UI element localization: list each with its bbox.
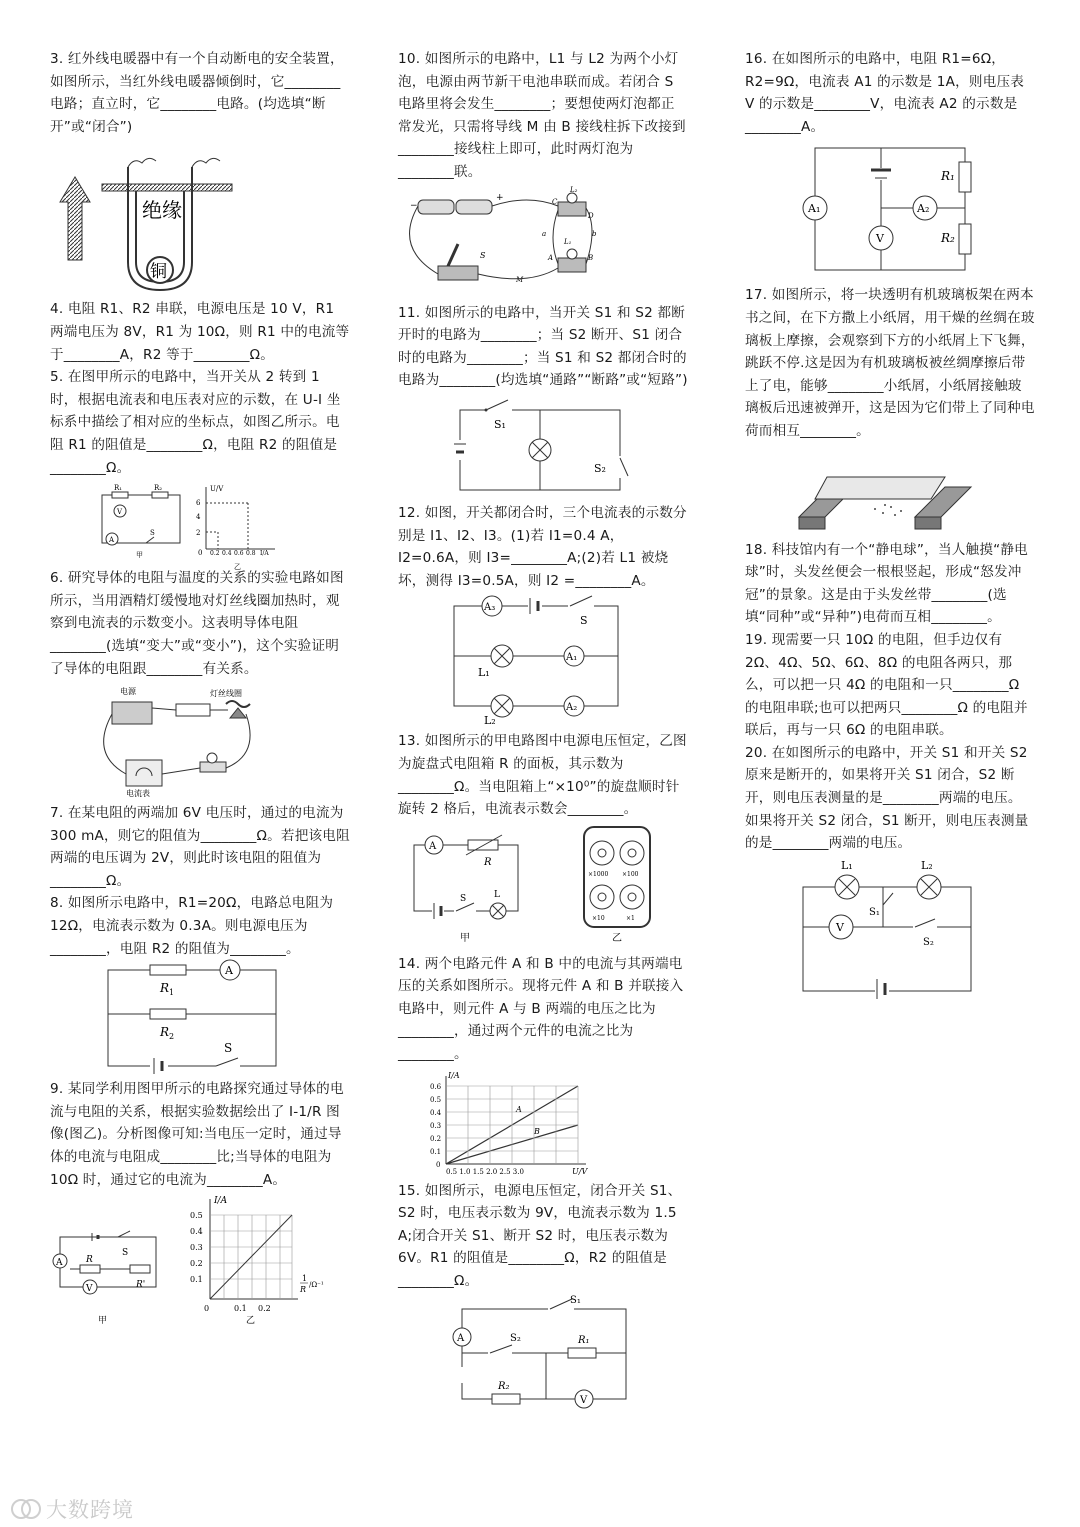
svg-text:B: B	[534, 1126, 540, 1136]
svg-text:R₂: R₂	[154, 484, 163, 493]
svg-text:乙: 乙	[246, 1316, 256, 1327]
svg-text:+: +	[496, 192, 504, 203]
figure-q12-ammeter-circuit	[398, 596, 628, 728]
svg-text:0.2: 0.2	[430, 1134, 442, 1143]
svg-text:A₁: A₁	[566, 652, 578, 664]
svg-text:0.4: 0.4	[190, 1227, 203, 1237]
svg-text:乙: 乙	[234, 563, 241, 572]
svg-text:I/A: I/A	[214, 1196, 228, 1207]
svg-text:V: V	[836, 920, 844, 934]
column-3	[745, 48, 1035, 1005]
svg-text:A: A	[516, 1104, 522, 1114]
svg-text:R: R	[300, 1285, 307, 1295]
svg-text:甲: 甲	[98, 1316, 108, 1327]
svg-text:−: −	[410, 200, 418, 211]
svg-text:L₂: L₂	[484, 714, 496, 728]
svg-text:V: V	[117, 508, 123, 517]
svg-text:R₂: R₂	[498, 1380, 510, 1392]
svg-text:B: B	[588, 253, 594, 262]
svg-text:×10: ×10	[592, 914, 605, 922]
svg-text:R: R	[86, 1255, 93, 1266]
svg-text:A: A	[109, 536, 115, 545]
figure-q5-circuit-and-graph	[50, 483, 280, 572]
svg-text:0.2: 0.2	[258, 1304, 271, 1314]
question-9: 9. 某同学利用图甲所示的电路探究通过导体的电流与电阻的关系，根据实验数据绘出了 I-1/R 图像(图乙)。分析图像可知:当电压一定时，通过导体的电流与电阻成________比;当导体的电阻为 10Ω 时，通过它的电流为________A。	[50, 1081, 344, 1188]
figure-q6-filament-circuit	[50, 684, 270, 799]
svg-text:1: 1	[302, 1274, 308, 1284]
svg-text:A: A	[548, 253, 554, 262]
svg-text:0.3: 0.3	[430, 1121, 442, 1130]
svg-text:0.8: 0.8	[246, 550, 256, 558]
svg-text:S: S	[480, 250, 486, 260]
question-5: 5. 在图甲所示的电路中，当开关从 2 转到 1 时，根据电流表和电压表对应的示数，在 U-I 坐标系中描绘了相对应的坐标点，如图乙所示。电阻 R1 的阻值是________Ω，电阻 R2 的阻值是________Ω。	[50, 369, 341, 476]
figure-q14-iu-chart	[398, 1070, 618, 1174]
svg-text:乙: 乙	[612, 932, 622, 944]
svg-text:电源: 电源	[120, 687, 136, 697]
svg-text:甲: 甲	[136, 551, 143, 560]
column-1	[50, 48, 350, 1333]
svg-text:/Ω⁻¹: /Ω⁻¹	[309, 1281, 324, 1290]
svg-text:1: 1	[169, 988, 175, 998]
svg-text:R: R	[160, 1025, 170, 1040]
svg-text:S: S	[224, 1041, 233, 1056]
svg-text:S₁: S₁	[869, 906, 880, 918]
question-4: 4. 电阻 R1、R2 串联，电源电压是 10 V，R1 两端电压为 8V，R1 为 10Ω，则 R1 中的电流等于________A，R2 等于________Ω。	[50, 301, 350, 363]
svg-text:×1: ×1	[626, 914, 635, 922]
svg-text:R₁: R₁	[941, 169, 955, 184]
svg-text:0.2: 0.2	[190, 1259, 203, 1269]
svg-text:0.4: 0.4	[222, 550, 232, 558]
svg-text:A: A	[429, 840, 437, 852]
figure-q16-circuit	[745, 142, 975, 278]
svg-text:0.4: 0.4	[430, 1108, 442, 1117]
figure-q3-heater-switch	[50, 142, 250, 292]
svg-text:甲: 甲	[460, 932, 470, 944]
question-16: 16. 在如图所示的电路中，电阻 R1=6Ω，R2=9Ω，电流表 A1 的示数是 1A，则电压表 V 的示数是________V，电流表 A2 的示数是________A。	[745, 51, 1029, 135]
svg-text:S₂: S₂	[594, 461, 606, 475]
svg-text:R: R	[484, 856, 492, 868]
svg-text:S₂: S₂	[923, 936, 934, 948]
svg-text:I/A: I/A	[448, 1070, 460, 1080]
svg-text:0.2: 0.2	[210, 550, 220, 558]
svg-text:A₂: A₂	[917, 202, 930, 216]
svg-text:电流表: 电流表	[126, 789, 150, 799]
svg-text:6: 6	[196, 499, 201, 508]
svg-text:L₁: L₁	[478, 666, 490, 680]
svg-text:×100: ×100	[622, 870, 639, 878]
question-20: 20. 在如图所示的电路中，开关 S1 和开关 S2 原来是断开的，如果将开关 S1 闭合，S2 断开，则电压表测量的是________两端的电压。如果将开关 S2 闭合，S1 断开，则电压表测量的是________两端的电压。	[745, 744, 1033, 852]
svg-text:L₂: L₂	[921, 858, 933, 872]
figure-q17-glass-plate	[745, 447, 975, 533]
question-11: 11. 如图所示的电路中，当开关 S1 和 S2 都断开时的电路为________；当 S2 断开、S1 闭合时的电路为________；当 S1 和 S2 都闭合时的电路为________(均选填“通路”“断路”或“短路”)	[398, 304, 688, 389]
svg-text:0: 0	[204, 1304, 210, 1314]
svg-text:0.6: 0.6	[430, 1082, 442, 1091]
svg-text:R₁: R₁	[114, 484, 123, 493]
question-12: 12. 如图，开关都闭合时，三个电流表的示数分别是 I1、I2、I3。(1)若 I1=0.4 A，I2=0.6A，则 I3=________A;(2)若 L1 被烧坏，测得 I3=0.5A，则 I2 =________A。	[398, 504, 687, 589]
watermark-text: 大数跨境	[46, 1498, 134, 1522]
question-17: 17. 如图所示，将一块透明有机玻璃板架在两本书之间，在下方撒上小纸屑，用干燥的丝绸在玻璃板上摩擦，会观察到下方的小纸屑上下飞舞，跳跃不停.这是因为有机玻璃板被丝绸摩擦后带上了电，能够________小纸屑，小纸屑接触玻璃板后迅速被弹开，这是因为它们带上了同种电荷而相互________。	[745, 287, 1035, 439]
question-8: 8. 如图所示电路中，R1=20Ω，电路总电阻为 12Ω，电流表示数为 0.3A。则电源电压为________，电阻 R2 的阻值为________。	[50, 895, 338, 957]
label-copper: 铜	[150, 262, 167, 283]
figure-q15-circuit	[398, 1294, 628, 1409]
figure-q11-short-circuit	[398, 396, 628, 496]
question-18: 18. 科技馆内有一个“静电球”，当人触摸“静电球”时，头发丝便会一根根竖起，形成“怒发冲冠”的景象。这是由于头发丝带________(选填“同种”或“异种”)电荷而互相________。	[745, 541, 1028, 626]
svg-text:R₁: R₁	[578, 1334, 590, 1346]
svg-text:U/V: U/V	[210, 485, 224, 494]
svg-text:R': R'	[136, 1280, 146, 1291]
svg-text:0.5 1.0 1.5 2.0 2.5 3.0: 0.5 1.0 1.5 2.0 2.5 3.0	[446, 1167, 524, 1176]
svg-text:S: S	[150, 529, 155, 538]
figure-q9-circuit-and-graph	[50, 1195, 350, 1327]
svg-text:R: R	[160, 981, 170, 996]
column-2	[398, 48, 688, 1415]
svg-text:a: a	[542, 229, 547, 238]
svg-text:A: A	[56, 1258, 63, 1269]
question-13: 13. 如图所示的甲电路图中电源电压恒定，乙图为旋盘式电阻箱 R 的面板，其示数为________Ω。当电阻箱上“×10⁰”的旋盘顺时针旋转 2 格后，电流表示数会________。	[398, 733, 687, 818]
svg-text:U/V: U/V	[572, 1166, 588, 1176]
svg-text:0.6: 0.6	[234, 550, 244, 558]
question-7: 7. 在某电阻的两端加 6V 电压时，通过的电流为 300 mA，则它的阻值为________Ω。若把该电阻两端的电压调为 2V，则此时该电阻的阻值为________Ω。	[50, 805, 350, 889]
svg-text:0: 0	[436, 1160, 441, 1169]
svg-text:S₁: S₁	[494, 417, 506, 431]
svg-text:L₂: L₂	[570, 185, 578, 194]
svg-text:S: S	[580, 614, 588, 628]
svg-text:0.5: 0.5	[430, 1095, 442, 1104]
svg-text:A₃: A₃	[484, 602, 496, 614]
svg-text:2: 2	[196, 529, 201, 538]
svg-text:0.1: 0.1	[430, 1147, 442, 1156]
svg-text:C: C	[552, 197, 558, 206]
svg-text:S: S	[122, 1248, 129, 1259]
watermark-logo-icon	[10, 1496, 42, 1522]
figure-q13-resistance-box	[398, 825, 658, 947]
svg-text:A₂: A₂	[566, 702, 578, 714]
svg-text:I/A: I/A	[260, 550, 269, 558]
svg-text:M: M	[516, 275, 524, 284]
question-6: 6. 研究导体的电阻与温度的关系的实验电路如图所示，当用酒精灯缓慢地对灯丝线圈加热时，观察到电流表的示数变小。这表明导体电阻________(选填“变大”或“变小”)，这个实验证明了导体的电阻跟________有关系。	[50, 570, 344, 677]
svg-text:L: L	[494, 889, 500, 900]
question-14: 14. 两个电路元件 A 和 B 中的电流与其两端电压的关系如图所示。现将元件 A 和 B 并联接入电路中，则元件 A 与 B 两端的电压之比为________，通过两个元件的电流之比为________。	[398, 955, 684, 1063]
svg-text:b: b	[592, 229, 597, 238]
svg-text:S: S	[460, 893, 467, 904]
svg-text:2: 2	[169, 1032, 175, 1042]
svg-text:D: D	[588, 211, 594, 220]
figure-q8-parallel-circuit	[50, 964, 280, 1072]
svg-text:×1000: ×1000	[588, 870, 609, 878]
figure-q20-circuit	[745, 859, 975, 999]
svg-text:S₁: S₁	[570, 1294, 581, 1306]
svg-text:S₂: S₂	[510, 1332, 521, 1344]
figure-q10-lamp-circuit	[398, 185, 628, 296]
svg-text:A: A	[225, 964, 233, 978]
question-19: 19. 现需要一只 10Ω 的电阻，但手边仅有 2Ω、4Ω、5Ω、6Ω、8Ω 的电阻各两只，那么，可以把一只 4Ω 的电阻和一只________Ω 的电阻串联;也可以把两只________Ω 的电阻并联后，再与一只 6Ω 的电阻串联。	[745, 631, 1028, 739]
svg-text:A: A	[457, 1332, 465, 1344]
svg-text:0.1: 0.1	[234, 1304, 247, 1314]
svg-text:A₁: A₁	[808, 202, 821, 216]
label-insulation: 绝缘	[142, 198, 182, 223]
svg-text:灯丝线圈: 灯丝线圈	[210, 689, 242, 699]
svg-text:4: 4	[196, 513, 201, 522]
svg-text:0.3: 0.3	[190, 1243, 203, 1253]
svg-text:V: V	[86, 1284, 93, 1295]
svg-text:V: V	[876, 232, 884, 246]
svg-text:L₁: L₁	[564, 237, 572, 246]
svg-text:0.1: 0.1	[190, 1275, 203, 1285]
question-15: 15. 如图所示，电源电压恒定，闭合开关 S1、S2 时，电压表示数为 9V，电流表示数为 1.5 A;闭合开关 S1、断开 S2 时，电压表示数为 6V。R1 的阻值是________Ω，R2 的阻值是________Ω。	[398, 1182, 682, 1290]
svg-text:0: 0	[198, 549, 203, 558]
svg-text:0.5: 0.5	[190, 1211, 203, 1221]
svg-text:R₂: R₂	[941, 231, 955, 246]
question-3: 3. 红外线电暖器中有一个自动断电的安全装置，如图所示，当红外线电暖器倾倒时，它________电路；直立时，它________电路。(均选填“断开”或“闭合”)	[50, 51, 344, 135]
svg-text:L₁: L₁	[841, 858, 853, 872]
svg-text:V: V	[580, 1394, 588, 1406]
question-10: 10. 如图所示的电路中，L1 与 L2 为两个小灯泡，电源由两节新干电池串联而成。若闭合 S 电路里将会发生________；要想使两灯泡都正常发光，只需将导线 M 由 B 接线柱拆下改接到________接线柱上即可，此时两灯泡为________联。	[398, 51, 686, 180]
